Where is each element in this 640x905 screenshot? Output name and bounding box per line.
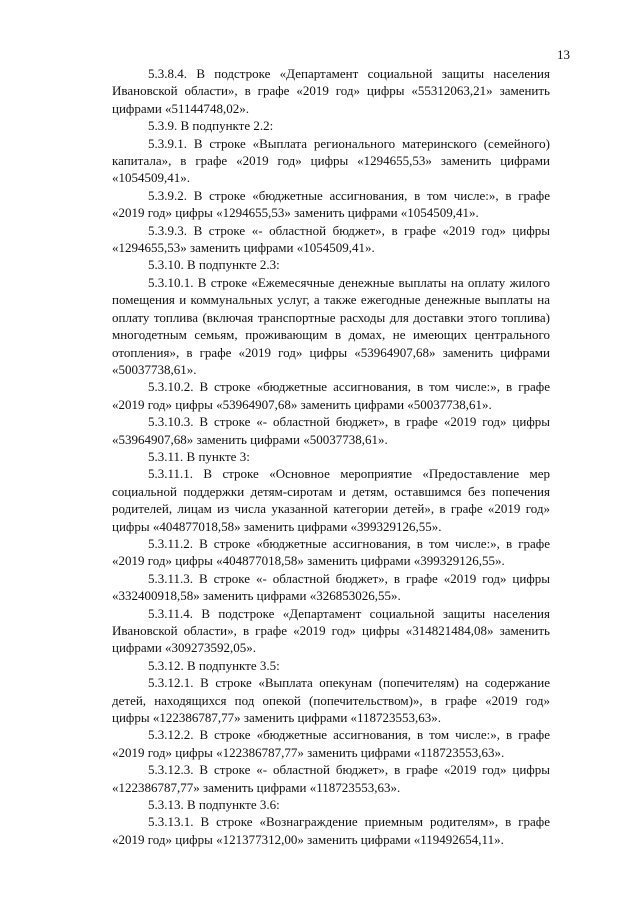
paragraph-5-3-12-3: 5.3.12.3. В строке «- областной бюджет», в графе «2019 год» цифры «122386787,77» заменить цифрами «118723553,63». bbox=[112, 762, 550, 795]
paragraph-5-3-11-1: 5.3.11.1. В строке «Основное мероприятие «Предоставление мер социальной поддержки детям-сиротам и детям, оставшимся без попечения родителей, лицам из числа указанной категории детей», в графе «2019 год» цифры «404877018,58» заменить цифрами «399329126,55». bbox=[112, 466, 550, 534]
paragraph-5-3-9-2: 5.3.9.2. В строке «бюджетные ассигнования, в том числе:», в графе «2019 год» цифры «1294655,53» заменить цифрами «1054509,41». bbox=[112, 187, 550, 221]
paragraph-5-3-13-1: 5.3.13.1. В строке «Вознаграждение приемным родителям», в графе «2019 год» цифры «121377312,00» заменить цифрами «119492654,11». bbox=[112, 814, 550, 847]
paragraph-5-3-11: 5.3.11. В пункте 3: bbox=[148, 448, 250, 464]
paragraph-5-3-9-1: 5.3.9.1. В строке «Выплата регионального материнского (семейного) капитала», в графе «2019 год» цифры «1294655,53» заменить цифрами «1054509,41». bbox=[112, 135, 550, 186]
paragraph-5-3-8-4: 5.3.8.4. В подстроке «Департамент социальной защиты населения Ивановской области», в графе «2019 год» цифры «55312063,21» заменить цифрами «51144748,02». bbox=[112, 66, 550, 116]
paragraph-5-3-10-3: 5.3.10.3. В строке «- областной бюджет», в графе «2019 год» цифры «53964907,68» заменить цифрами «50037738,61». bbox=[112, 414, 550, 447]
paragraph-5-3-12: 5.3.12. В подпункте 3.5: bbox=[148, 657, 280, 673]
paragraph-5-3-11-2: 5.3.11.2. В строке «бюджетные ассигнования, в том числе:», в графе «2019 год» цифры «404877018,58» заменить цифрами «399329126,55». bbox=[112, 535, 550, 569]
paragraph-5-3-13: 5.3.13. В подпункте 3.6: bbox=[148, 797, 280, 813]
paragraph-5-3-9: 5.3.9. В подпункте 2.2: bbox=[148, 118, 274, 134]
paragraph-5-3-10: 5.3.10. В подпункте 2.3: bbox=[148, 257, 280, 273]
page-number: 13 bbox=[557, 47, 570, 62]
paragraph-5-3-10-1: 5.3.10.1. В строке «Ежемесячные денежные выплаты на оплату жилого помещения и коммунальных услуг, а также ежегодные денежные выплаты на оплату топлива (включая транспортные расходы для доставки этого топлива) многодетным семьям, проживающим в домах, не имеющих центрального отопления», в графе «2019 год» цифры «53964907,68» заменить цифрами «50037738,61». bbox=[112, 274, 550, 377]
document-body bbox=[112, 65, 550, 848]
paragraph-5-3-12-2: 5.3.12.2. В строке «бюджетные ассигнования, в том числе:», в графе «2019 год» цифры «122386787,77» заменить цифрами «118723553,63». bbox=[112, 727, 550, 760]
paragraph-5-3-9-3: 5.3.9.3. В строке «- областной бюджет», в графе «2019 год» цифры «1294655,53» заменить цифрами «1054509,41». bbox=[112, 222, 550, 256]
paragraph-5-3-11-4: 5.3.11.4. В подстроке «Департамент социальной защиты населения Ивановской области», в графе «2019 год» цифры «314821484,08» заменить цифрами «309273592,05». bbox=[112, 605, 550, 656]
paragraph-5-3-11-3: 5.3.11.3. В строке «- областной бюджет», в графе «2019 год» цифры «332400918,58» заменить цифрами «326853026,55». bbox=[112, 570, 550, 604]
paragraph-5-3-12-1: 5.3.12.1. В строке «Выплата опекунам (попечителям) на содержание детей, находящихся под опекой (попечительством)», в графе «2019 год» цифры «122386787,77» заменить цифрами «118723553,63». bbox=[112, 675, 550, 726]
paragraph-5-3-10-2: 5.3.10.2. В строке «бюджетные ассигнования, в том числе:», в графе «2019 год» цифры «53964907,68» заменить цифрами «50037738,61». bbox=[112, 379, 550, 412]
